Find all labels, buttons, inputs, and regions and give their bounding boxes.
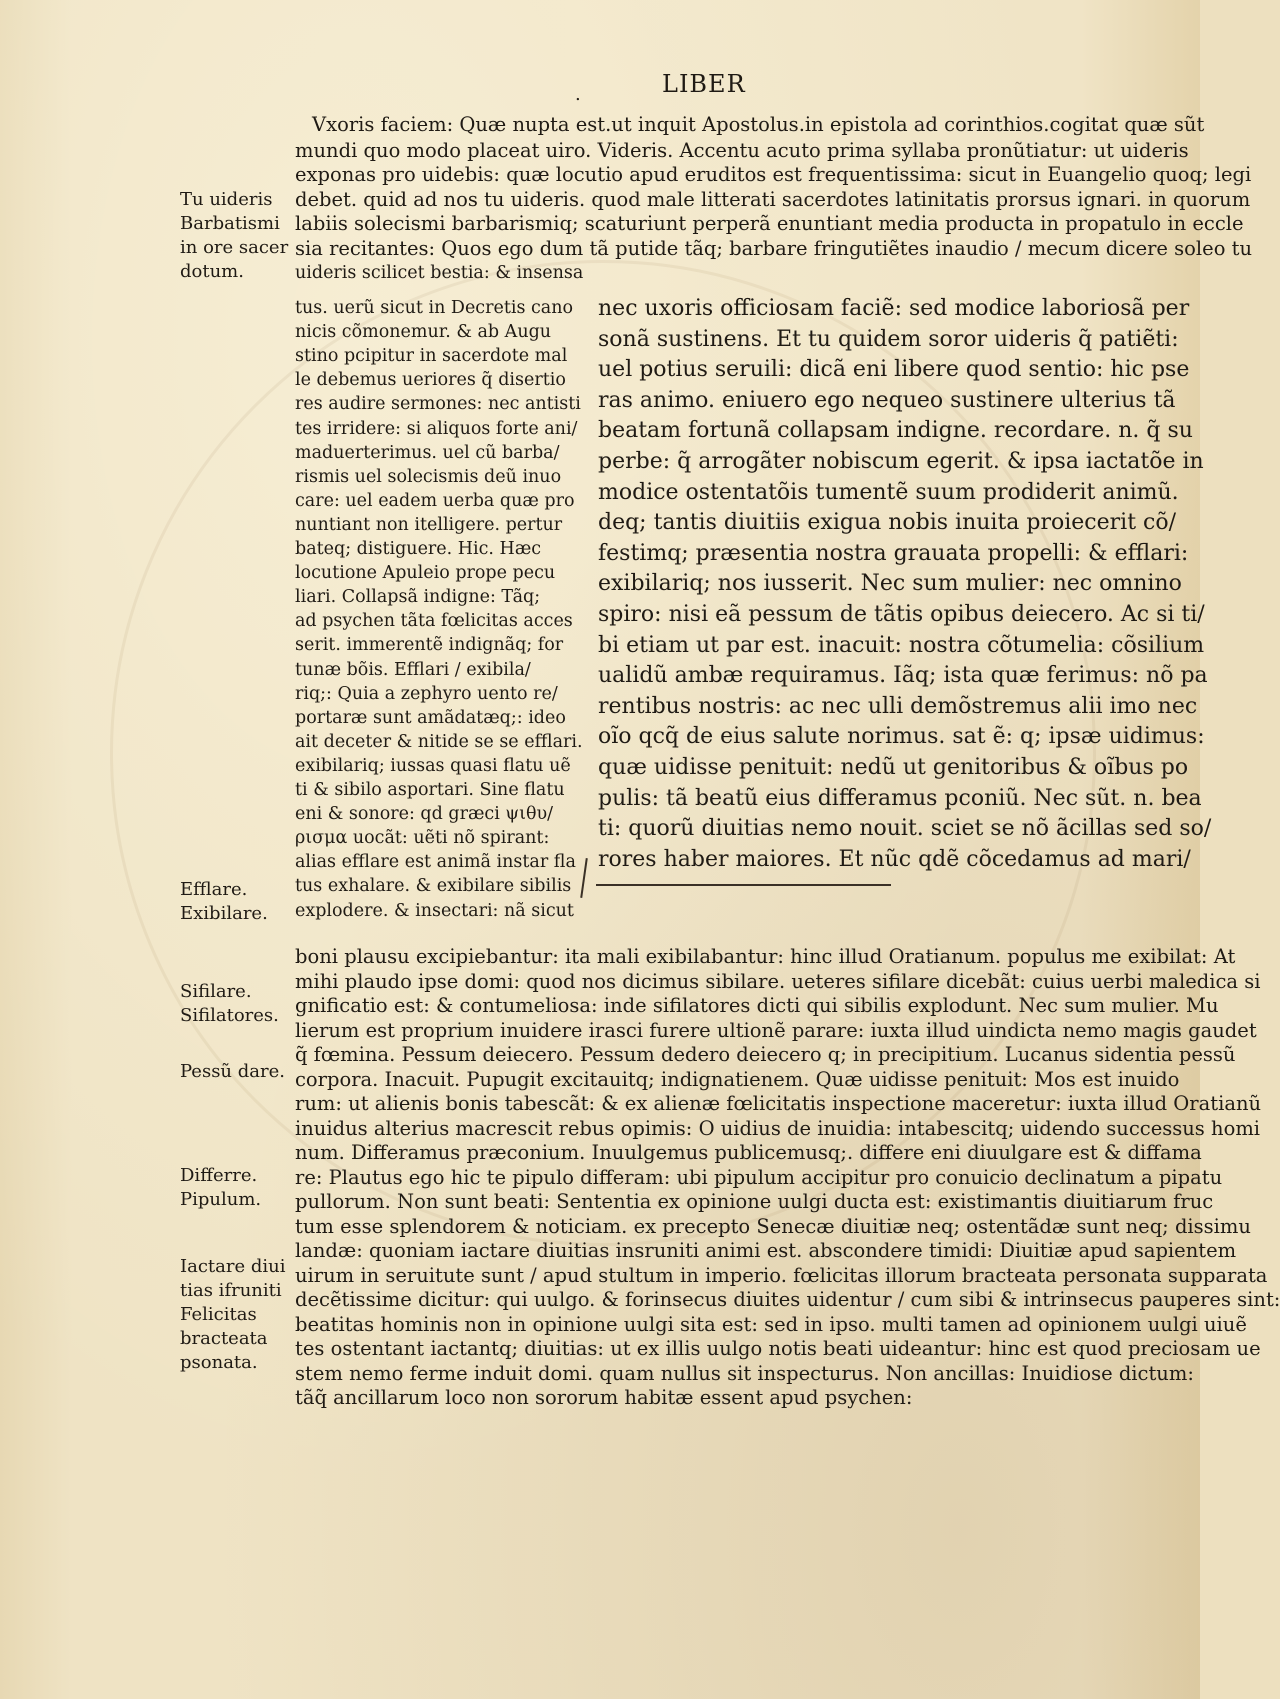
page-title: LIBER [662,70,746,98]
margin-note: Felicitas [180,1304,257,1325]
commentary-line: tunæ bõis. Efflari / exibila/ [295,659,531,680]
main-text-line: uel potius seruili: dicã eni libere quod sentio: hic pse [598,357,1190,383]
commentary-line: riq;: Quia a zephyro uento re/ [295,683,558,704]
main-text-line: ualidũ ambæ requiramus. Iãq; ista quæ ferimus: nõ pa [598,663,1208,689]
commentary-line: portaræ sunt amãdatæq;: ideo [295,707,566,728]
commentary-line: nuntiant non itelligere. pertur [295,514,563,535]
main-text-line: sonã sustinens. Et tu quidem soror uideris q̃ patiẽti: [598,326,1179,352]
commentary-line: locutione Apuleio prope pecu [295,563,556,584]
main-text-line: deq; tantis diuitiis exigua nobis inuita proiecerit cõ/ [598,510,1177,536]
commentary-line: serit. immerentẽ indignãq; for [295,635,564,656]
margin-note: Pessũ dare. [180,1061,285,1082]
commentary-line: landæ: quoniam iactare diuitias insruniti animi est. abscondere timidi: Diuitiæ apud sapientem [295,1239,1237,1262]
main-text-line: quæ uidisse penituit: nedũ ut genitoribus & oĩbus po [598,755,1189,780]
commentary-line: nicis cõmonemur. & ab Augu [295,322,552,343]
commentary-line: re: Plautus ego hic te pipulo differam: ubi pipulum accipitur pro conuicio declinatum a pipatu [295,1165,1223,1189]
main-text-line: perbe: q̃ arrogãter nobiscum egerit. & ipsa iactatõe in [598,449,1204,474]
commentary-line: gnificatio est: & contumeliosa: inde sifilatores dicti qui sibilis explodunt. Nec sum mulier. Mu [295,994,1219,1017]
commentary-line: tes ostentant iactantq; diuitias: ut ex illis uulgo notis beati uideantur: hinc est quod preciosam ue [295,1337,1261,1360]
margin-note: Barbatismi [180,213,280,234]
handwritten-underline [596,884,891,886]
margin-note: Differre. [180,1165,258,1186]
commentary-line: mundi quo modo placeat uiro. Videris. Accentu acuto prima syllaba pronũtiatur: ut uideris [295,138,1189,162]
commentary-line: pullorum. Non sunt beati: Sententia ex opinione uulgi ducta est: existimantis diuitiarum fruc [295,1190,1214,1213]
commentary-line: ait deceter & nitide se se efflari. [295,731,583,752]
margin-note: Sifilatores. [180,1005,279,1026]
commentary-line: liari. Collapsã indigne: Tãq; [295,587,541,608]
main-text-line: rentibus nostris: ac nec ulli demõstremus alii imo nec [598,693,1198,719]
commentary-line: mihi plaudo ipse domi: quod nos dicimus sibilare. ueteres sifilare dicebãt: cuius uerbi maledica si [295,969,1261,993]
main-text-line: pulis: tã beatũ eius differamus pconiũ. Nec sũt. n. bea [598,785,1202,811]
margin-note: bracteata [180,1328,268,1349]
main-text-line: modice ostentatõis tumentẽ suum prodiderit animũ. [598,479,1179,505]
margin-note: Sifilare. [180,981,252,1002]
main-text-line: nec uxoris officiosam faciẽ: sed modice laboriosã per [598,296,1190,321]
commentary-line: maduerterimus. uel cũ barba/ [295,442,560,463]
commentary-line: num. Differamus præconium. Inuulgemus publicemusq;. differe eni diuulgare est & diffama [295,1141,1202,1164]
commentary-line: tum esse splendorem & noticiam. ex precepto Senecæ diuitiæ neq; ostentãdæ sunt neq; dissimu [295,1214,1251,1238]
commentary-line: labiis solecismi barbarismiq; scaturiunt perperã enuntiant media producta in propatulo in eccle [295,212,1244,235]
commentary-line: decẽtissime dicitur: qui uulgo. & forinsecus diuites uidentur / cum sibi & intrinsecus pauperes sint: [295,1288,1280,1311]
margin-note: Exibilare. [180,903,268,924]
commentary-line: ad psychen tãta fœlicitas acces [295,611,573,632]
commentary-line: corpora. Inacuit. Pupugit excitauitq; indignatienem. Quæ uidisse penituit: Mos est inuido [295,1067,1180,1091]
commentary-line: exibilariq; iussas quasi flatu uẽ [295,755,571,776]
margin-note: Iactare diui [180,1256,286,1277]
commentary-line: boni plausu excipiebantur: ita mali exibilabantur: hinc illud Oratianum. populus me exibilat: At [295,945,1236,968]
main-text-line: exibilariq; nos iusserit. Nec sum mulier: nec omnino [598,571,1182,597]
commentary-line: stem nemo ferme induit domi. quam nullus sit inspecturus. Non ancillas: Inuidiose dictum: [295,1361,1194,1385]
commentary-line: debet. quid ad nos tu uideris. quod male litterati sacerdotes latinitatis prorsus ignari. in quorum [295,187,1251,211]
commentary-line: care: uel eadem uerba quæ pro [295,490,575,511]
commentary-line: tus exhalare. & exibilare sibilis [295,876,572,897]
commentary-line: tãq̃ ancillarum loco non sororum habitæ essent apud psychen: [295,1386,913,1409]
main-text-line: oĩo qcq̃ de eius salute norimus. sat ẽ: q; ipsæ uidimus: [598,724,1205,750]
margin-note: in ore sacer [180,237,289,258]
commentary-line: exponas pro uidebis: quæ locutio apud eruditos est frequentissima: sicut in Euangelio quoq; legi [295,163,1252,186]
main-text-line: ti: quorũ diuitias nemo nouit. sciet se nõ ãcillas sed so/ [598,816,1212,842]
margin-note: tias ifruniti [180,1280,282,1301]
commentary-line: stino pcipitur in sacerdote mal [295,346,568,367]
commentary-line: uirum in seruitute sunt / apud stultum in imperio. fœlicitas illorum bracteata personata supparata [295,1263,1268,1287]
commentary-line: le debemus ueriores q̃ disertio [295,370,566,391]
commentary-line: Vxoris faciem: Quæ nupta est.ut inquit Apostolus.in epistola ad corinthios.cogitat quæ sũt [312,113,1205,136]
commentary-line: rismis uel solecismis deũ inuo [295,466,562,487]
margin-note: Pipulum. [180,1189,262,1210]
commentary-line: eni & sonore: qd græci ψιθυ/ [295,804,554,825]
commentary-line: q̃ fœmina. Pessum deiecero. Pessum dedero deiecero q; in precipitium. Lucanus sidentia pessũ [295,1043,1236,1066]
commentary-line: uideris scilicet bestia: & insensa [295,263,584,283]
main-text-line: spiro: nisi eã pessum de tãtis opibus deiecero. Ac si ti/ [598,602,1205,627]
main-text-line: bi etiam ut par est. inacuit: nostra cõtumelia: cõsilium [598,632,1205,658]
commentary-line: lierum est proprium inuidere irasci furere ultionẽ parare: iuxta illud uindicta nemo magis gaudet [295,1018,1257,1042]
commentary-line: res audire sermones: nec antisti [295,394,581,415]
margin-note: Efflare. [180,879,248,900]
commentary-line: alias efflare est animã instar fla [295,852,576,873]
commentary-line: beatitas hominis non in opinione uulgi sita est: sed in ipso. multi tamen ad opinionem uulgi uiuẽ [295,1312,1247,1336]
commentary-line: sia recitantes: Quos ego dum tã putide tãq; barbare fringutiẽtes inaudio / mecum dicere soleo tu [295,236,1253,260]
commentary-line: rum: ut alienis bonis tabescãt: & ex alienæ fœlicitatis inspectione maceretur: iuxta illud Oratianũ [295,1092,1262,1115]
commentary-line: bateq; distiguere. Hic. Hæc [295,539,542,559]
margin-note: psonata. [180,1352,258,1373]
commentary-line: explodere. & insectari: nã sicut [295,900,574,921]
commentary-line: tes irridere: si aliquos forte ani/ [295,418,578,439]
commentary-line: tus. uerũ sicut in Decretis cano [295,298,574,318]
commentary-line: ρισμα uocãt: uẽti nõ spirant: [295,828,550,849]
commentary-line: inuidus alterius macrescit rebus opimis: O uidius de inuidia: intabescitq; uidendo successus homi [295,1116,1261,1140]
main-text-line: rores haber maiores. Et nũc qdẽ cõcedamus ad mari/ [598,846,1191,872]
margin-note: dotum. [180,261,244,282]
header-dot: . [575,84,582,105]
main-text-line: festimq; præsentia nostra grauata propelli: & efflari: [598,540,1189,566]
main-text-line: beatam fortunã collapsam indigne. recordare. n. q̃ su [598,418,1193,444]
margin-note: Tu uideris [180,189,273,210]
commentary-line: ti & sibilo asportari. Sine flatu [295,780,565,800]
main-text-line: ras animo. eniuero ego nequeo sustinere ulterius tã [598,387,1176,413]
